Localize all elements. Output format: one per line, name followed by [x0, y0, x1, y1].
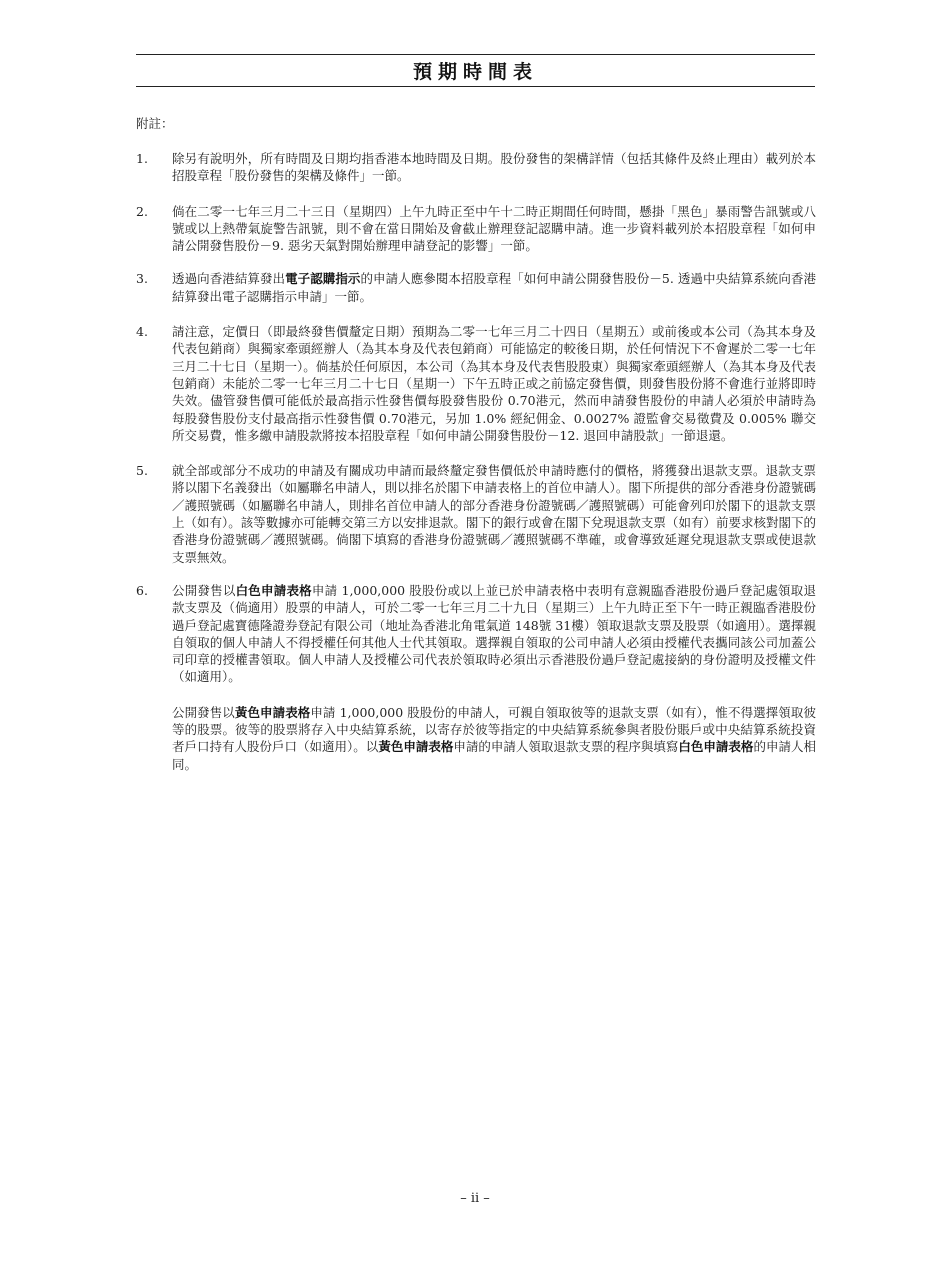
note-text: 倘在二零一七年三月二十三日（星期四）上午九時正至中午十二時正期間任何時間，懸掛「黑色」暴雨警告訊號或八號或以上熱帶氣旋警告訊號，則不會在當日開始及會截止辦理登記認購申請。進一步資料載列於本招股章程「如何申請公開發售股份－9. 惡劣天氣對開始辦理申請登記的影響」一節。 — [172, 203, 816, 254]
title-bottom-rule — [136, 86, 815, 87]
note-text: 除另有說明外，所有時間及日期均指香港本地時間及日期。股份發售的架構詳情（包括其條件及終止理由）載列於本招股章程「股份發售的架構及條件」一節。 — [172, 151, 816, 184]
note-2 — [136, 203, 816, 255]
note-4 — [136, 323, 816, 444]
page-number: – ii – — [460, 1191, 490, 1206]
note-6 — [136, 582, 816, 773]
note-text: 公開發售以白色申請表格申請 1,000,000 股股份或以上並已於申請表格中表明有意親臨香港股份過戶登記處領取退款支票及（倘適用）股票的申請人，可於二零一七年三月二十九日（星期三）上午九時正至下午一時正親臨香港股份過戶登記處寶德隆證券登記有限公司（地址為香港北角電氣道 148號 31樓）領取退款支票及股票（如適用）。選擇親自領取的個人申請人不得授權任何其他人士代其領取。選擇親自領取的公司申請人必須由授權代表攜同該公司加蓋公司印章的授權書領取。個人申請人及授權公司代表於領取時必須出示香港股份過戶登記處接納的身份證明及授權文件（如適用）。 — [172, 582, 816, 685]
title-top-rule — [136, 54, 815, 55]
note-number: 3. — [136, 271, 148, 287]
note-number: 5. — [136, 463, 148, 479]
notes-list — [136, 150, 816, 773]
emphasis-term: 白色申請表格 — [678, 739, 754, 755]
notes-label: 附註： — [136, 116, 174, 131]
note-text: 透過向香港結算發出電子認購指示的申請人應參閱本招股章程「如何申請公開發售股份－5. 透過中央結算系統向香港結算發出電子認購指示申請」一節。 — [172, 271, 816, 304]
emphasis-term: 黃色申請表格 — [378, 739, 454, 755]
note-text: 請注意，定價日（即最終發售價釐定日期）預期為二零一七年三月二十四日（星期五）或前後或本公司（為其本身及代表包銷商）與獨家牽頭經辦人（為其本身及代表包銷商）可能協定的較後日期，於任何情況下不會遲於二零一七年三月二十七日（星期一）。倘基於任何原因，本公司（為其本身及代表售股股東）與獨家牽頭經辦人（為其本身及代表包銷商）未能於二零一七年三月二十七日（星期一）下午五時正或之前協定發售價，則發售股份將不會進行並將即時失效。儘管發售價可能低於最高指示性發售價每股發售股份 0.70港元，然而申請發售股份的申請人必須於申請時為每股發售股份支付最高指示性發售價 0.70港元，另加 1.0% 經紀佣金、0.0027% 證監會交易徵費及 0.005% 聯交所交易費，惟多繳申請股款將按本招股章程「如何申請公開發售股份－12. 退回申請股款」一節退還。 — [172, 324, 816, 443]
emphasis-term: 電子認購指示 — [285, 271, 361, 287]
page-title: 預期時間表 — [412, 61, 538, 83]
note-number: 4. — [136, 324, 148, 340]
note-number: 2. — [136, 203, 148, 219]
note-3 — [136, 270, 816, 305]
emphasis-term: 白色申請表格 — [235, 582, 312, 598]
note-5 — [136, 462, 816, 566]
note-number: 1. — [136, 151, 148, 166]
note-1 — [136, 150, 816, 185]
emphasis-term: 黃色申請表格 — [234, 704, 311, 720]
note-text: 就全部或部分不成功的申請及有關成功申請而最終釐定發售價低於申請時應付的價格，將獲發出退款支票。退款支票將以閣下名義發出（如屬聯名申請人，則以排名於閣下申請表格上的首位申請人）。閣下所提供的部分香港身份證號碼／護照號碼（如屬聯名申請人，則排名首位申請人的部分香港身份證號碼／護照號碼）可能會列印於閣下的退款支票上（如有）。該等數據亦可能轉交第三方以安排退款。閣下的銀行或會在閣下兌現退款支票（如有）前要求核對閣下的香港身份證號碼／護照號碼。倘閣下填寫的香港身份證號碼／護照號碼不準確，或會導致延遲兌現退款支票或使退款支票無效。 — [172, 463, 816, 565]
note-number: 6. — [136, 582, 148, 598]
note-subparagraph: 公開發售以黃色申請表格申請 1,000,000 股股份的申請人，可親自領取彼等的退款支票（如有），惟不得選擇領取彼等的股票。彼等的股票將存入中央結算系統，以寄存於彼等指定的中央結算系統參與者股份賬戶或中央結算系統投資者戶口持有人股份戶口（如適用）。以黃色申請表格申請的申請人領取退款支票的程序與填寫白色申請表格的申請人相同。 — [172, 704, 816, 772]
